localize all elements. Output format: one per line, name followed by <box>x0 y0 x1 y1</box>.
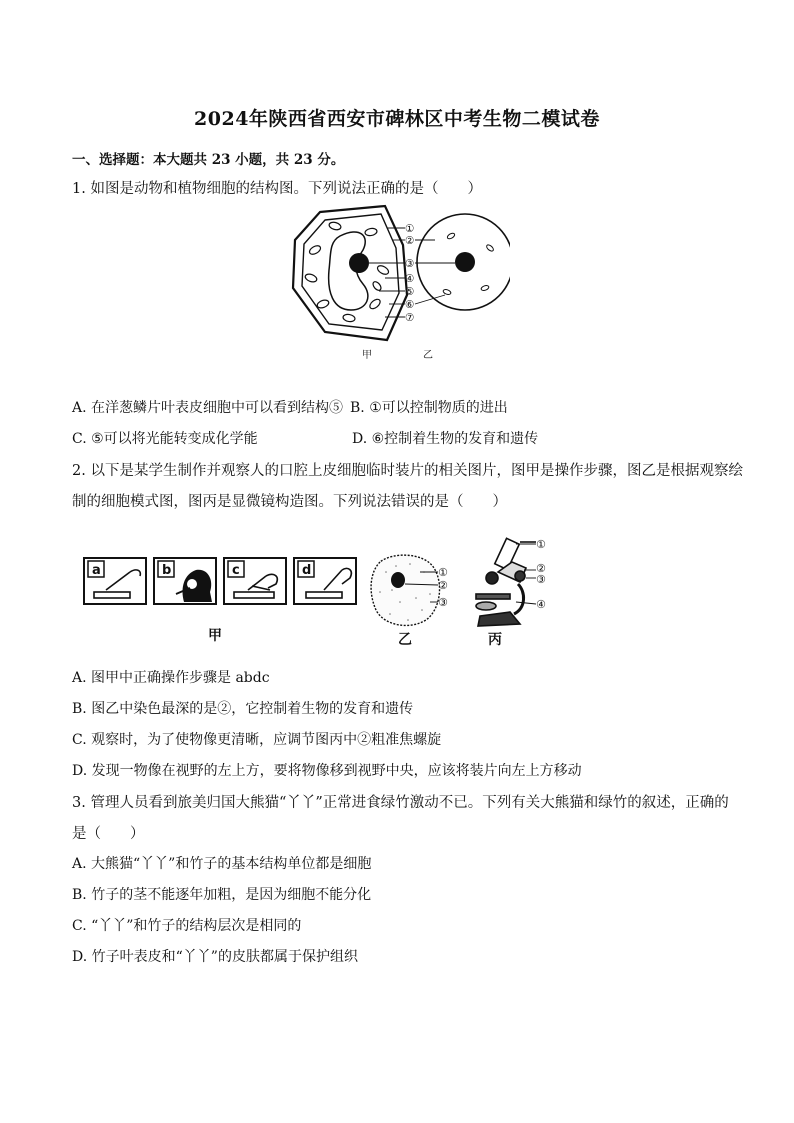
cell-markers <box>405 223 414 324</box>
marker-4: ④ <box>405 273 415 285</box>
marker-5: ⑤ <box>405 286 415 298</box>
svg-text:d: d <box>302 563 312 578</box>
section-heading: 一、选择题：本大题共 23 小题，共 23 分。 <box>72 152 345 168</box>
q3-option-d: D. 竹子叶表皮和“丫丫”的皮肤都属于保护组织 <box>72 949 358 965</box>
marker-1: ① <box>405 223 415 235</box>
label-jia: 甲 <box>362 350 372 361</box>
q2-option-d: D. 发现一物像在视野的左上方，要将物像移到视野中央，应该将装片向左上方移动 <box>72 763 582 779</box>
svg-text:③: ③ <box>438 596 448 609</box>
cell-structure-figure <box>285 200 510 366</box>
question-2-stem-line1: 2. 以下是某学生制作并观察人的口腔上皮细胞临时装片的相关图片，图甲是操作步骤，图乙是根据观察绘 <box>72 463 743 479</box>
q1-option-b: B. ①可以控制物质的进出 <box>350 400 508 416</box>
plant-cell-wall <box>293 206 407 340</box>
marker-2: ② <box>405 235 415 247</box>
step-b-drawing <box>176 570 212 602</box>
svg-text:③: ③ <box>536 573 546 586</box>
q2-option-b: B. 图乙中染色最深的是②，它控制着生物的发育和遗传 <box>72 701 414 717</box>
q2-option-a: A. 图甲中正确操作步骤是 abdc <box>72 670 270 686</box>
svg-text:②: ② <box>438 579 448 592</box>
cheek-cell-experiment-figure <box>80 532 560 647</box>
svg-text:④: ④ <box>536 598 546 611</box>
animal-nucleus <box>455 252 475 272</box>
question-1-stem: 1. 如图是动物和植物细胞的结构图。下列说法正确的是（ ） <box>72 181 482 197</box>
label-yi: 乙 <box>398 632 412 647</box>
svg-text:①: ① <box>536 538 546 551</box>
marker-3: ③ <box>405 258 415 270</box>
question-2-stem-line2: 制的细胞模式图，图丙是显微镜构造图。下列说法错误的是（ ） <box>72 494 507 510</box>
cell-markers <box>438 566 448 609</box>
scope-markers <box>536 538 546 611</box>
label-jia: 甲 <box>208 628 222 644</box>
q3-option-c: C. “丫丫”和竹子的结构层次是相同的 <box>72 918 302 934</box>
label-yi: 乙 <box>423 350 433 361</box>
q3-option-b: B. 竹子的茎不能逐年加粗，是因为细胞不能分化 <box>72 887 372 903</box>
q1-option-d: D. ⑥控制着生物的发育和遗传 <box>352 431 539 447</box>
marker-7: ⑦ <box>405 312 415 324</box>
question-3-stem-line1: 3. 管理人员看到旅美归国大熊猫“丫丫”正常进食绿竹激动不已。下列有关大熊猫和绿竹的叙述，正确的 <box>72 795 729 811</box>
label-bing: 丙 <box>488 632 502 647</box>
question-3-stem-line2: 是（ ） <box>72 826 145 842</box>
plant-cell-membrane <box>302 214 399 330</box>
q1-option-a: A. 在洋葱鳞片叶表皮细胞中可以看到结构⑤ <box>72 400 344 416</box>
page-title: 2024年陕西省西安市碑林区中考生物二模试卷 <box>194 108 600 130</box>
step-c-drawing <box>234 574 277 598</box>
svg-text:①: ① <box>438 566 448 579</box>
q2-option-c: C. 观察时，为了使物像更清晰，应调节图丙中②粗准焦螺旋 <box>72 732 442 748</box>
microscope-diagram <box>476 538 536 626</box>
q3-option-a: A. 大熊猫“丫丫”和竹子的基本结构单位都是细胞 <box>72 856 372 872</box>
svg-text:b: b <box>162 563 172 578</box>
svg-text:c: c <box>232 563 240 578</box>
svg-text:②: ② <box>536 562 546 575</box>
marker-6: ⑥ <box>405 299 415 311</box>
step-boxes <box>84 558 356 604</box>
cheek-cell-diagram <box>371 555 439 625</box>
q1-option-c: C. ⑤可以将光能转变成化学能 <box>72 431 258 447</box>
plant-nucleus <box>349 253 369 273</box>
svg-text:a: a <box>92 563 101 578</box>
